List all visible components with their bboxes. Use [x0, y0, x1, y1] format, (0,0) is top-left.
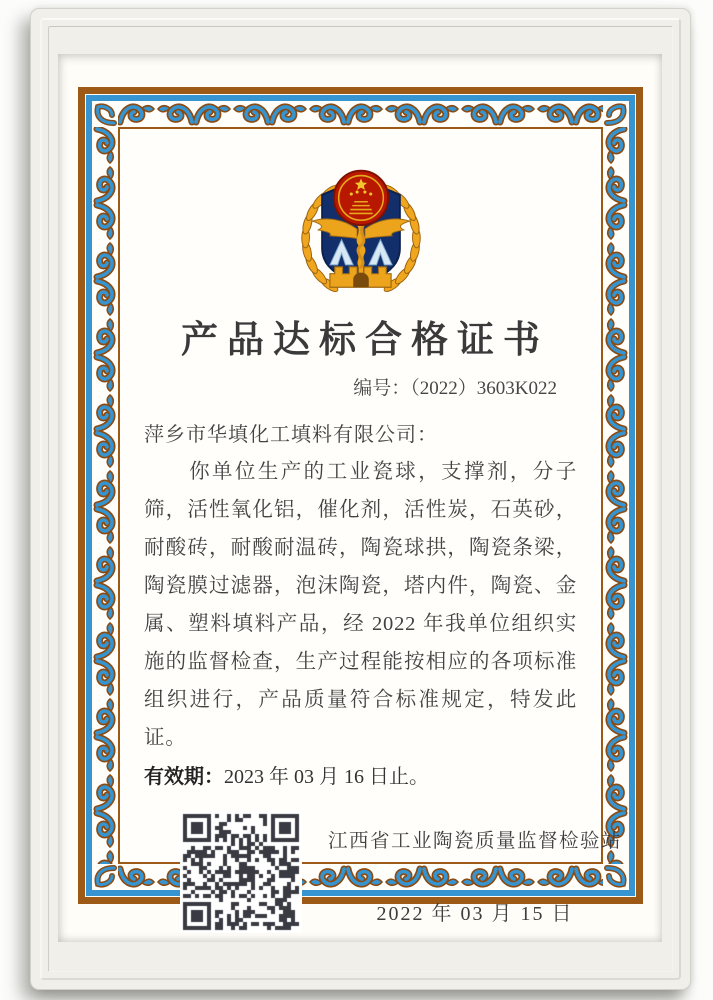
validity-line: [140, 760, 581, 789]
validity-label: 有效期：: [144, 766, 224, 788]
issuer-block: [302, 811, 628, 926]
border-scroll-motif: [603, 241, 629, 279]
border-scroll-motif: [536, 101, 574, 127]
issuing-authority: 江西省工业陶瓷质量监督检验站: [328, 831, 623, 852]
ornamental-border-band: [92, 101, 629, 925]
national-emblem-icon: [333, 171, 387, 225]
border-scroll-motif: [92, 811, 118, 849]
border-corner-icon: [92, 101, 118, 127]
border-scroll-motif: [92, 431, 118, 469]
border-scroll-motif: [384, 101, 422, 127]
certificate-paper: [58, 54, 662, 942]
border-scroll-motif: [92, 697, 118, 735]
border-scroll-motif: [92, 849, 118, 864]
border-scroll-motif: [603, 469, 629, 507]
border-scroll-motif: [92, 203, 118, 241]
certificate-footer: [140, 811, 623, 933]
certificate-title: 产品达标合格证书: [181, 320, 549, 361]
border-scroll-motif: [603, 355, 629, 393]
outer-gold-border: [78, 87, 643, 925]
picture-frame: [30, 8, 691, 990]
inner-border-line: [118, 127, 623, 925]
border-scroll-motif: [194, 101, 232, 127]
border-scroll-motif: [92, 545, 118, 583]
border-corner-icon: [92, 864, 118, 890]
border-scroll-motif: [603, 773, 629, 811]
border-scroll-motif: [603, 545, 629, 583]
border-pattern-top: [118, 101, 603, 127]
border-scroll-motif: [603, 127, 629, 165]
border-scroll-motif: [603, 393, 629, 431]
border-scroll-motif: [92, 241, 118, 279]
border-scroll-motif: [603, 697, 629, 735]
quality-supervision-emblem-icon: [293, 155, 429, 301]
border-scroll-motif: [346, 101, 384, 127]
border-scroll-motif: [603, 621, 629, 659]
border-scroll-motif: [308, 101, 346, 127]
border-corner-icon: [603, 101, 629, 127]
border-scroll-motif: [422, 101, 460, 127]
border-scroll-motif: [498, 101, 536, 127]
serial-number: 编号：（2022）3603K022: [353, 378, 557, 399]
border-pattern-right: [603, 127, 629, 864]
border-scroll-motif: [156, 101, 194, 127]
border-scroll-motif: [603, 659, 629, 697]
border-scroll-motif: [603, 431, 629, 469]
border-scroll-motif: [92, 279, 118, 317]
border-scroll-motif: [92, 127, 118, 165]
border-scroll-motif: [92, 393, 118, 431]
border-scroll-motif: [603, 583, 629, 621]
certificate-content: [120, 129, 623, 925]
border-pattern-left: [92, 127, 118, 864]
border-scroll-motif: [92, 355, 118, 393]
border-scroll-motif: [603, 507, 629, 545]
border-scroll-motif: [603, 317, 629, 355]
border-scroll-motif: [92, 659, 118, 697]
border-scroll-motif: [270, 101, 308, 127]
border-scroll-motif: [92, 735, 118, 773]
border-scroll-motif: [92, 583, 118, 621]
border-scroll-motif: [603, 203, 629, 241]
border-scroll-motif: [460, 101, 498, 127]
border-scroll-motif: [603, 165, 629, 203]
border-scroll-motif: [118, 101, 156, 127]
border-scroll-motif: [603, 735, 629, 773]
border-scroll-motif: [92, 773, 118, 811]
border-scroll-motif: [574, 101, 603, 127]
border-scroll-motif: [232, 101, 270, 127]
border-scroll-motif: [92, 621, 118, 659]
validity-date: 2023 年 03 月 16 日止。: [224, 766, 429, 788]
border-scroll-motif: [92, 507, 118, 545]
certificate-body-text: 你单位生产的工业瓷球，支撑剂，分子筛，活性氧化铝，催化剂，活性炭，石英砂，耐酸砖，耐酸耐温砖，陶瓷球拱，陶瓷条梁，陶瓷膜过滤器，泡沫陶瓷，塔内件，陶瓷、金属、塑料填料产品，经 2022 年我单位组织实施的监督检查，生产过程能按相应的各项标准组织进行，产品质量符合标准规定，特发此证。: [144, 461, 577, 749]
blue-border-line: [86, 95, 635, 925]
certificate-qr-code: [180, 811, 302, 933]
border-scroll-motif: [92, 165, 118, 203]
border-scroll-motif: [603, 279, 629, 317]
border-scroll-motif: [92, 469, 118, 507]
recipient-company: 萍乡市华填化工填料有限公司：: [144, 424, 438, 446]
issue-date: 2022 年 03 月 15 日: [376, 903, 574, 925]
border-scroll-motif: [92, 317, 118, 355]
